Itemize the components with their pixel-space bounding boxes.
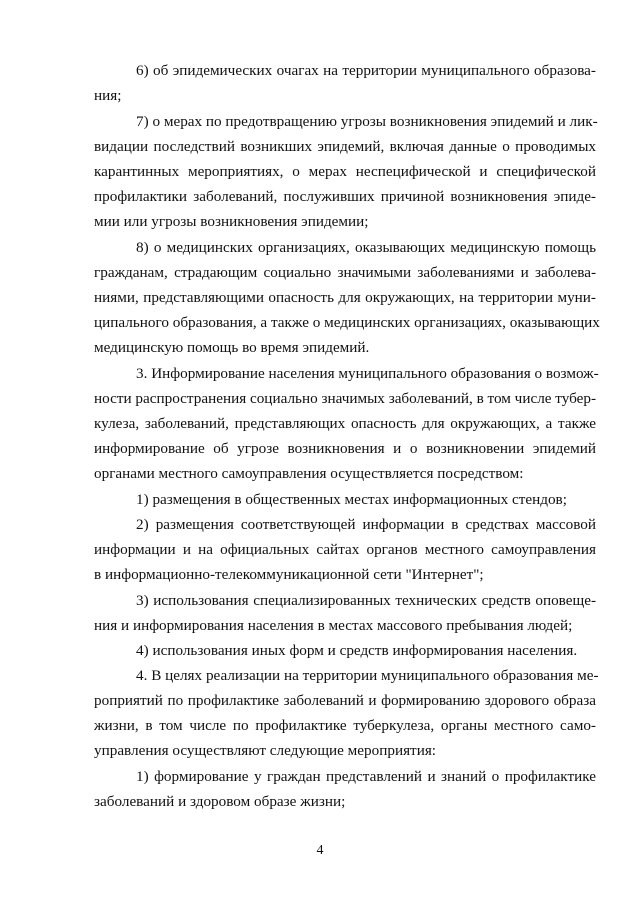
text-line: управления осуществляют следующие мероприятия:: [94, 742, 437, 759]
text-line: профилактики заболеваний, послуживших причиной возникновения эпиде-: [94, 188, 596, 205]
text-line: ципального образования, а также о медицинских организациях, оказывающих: [94, 314, 600, 331]
text-line: информирование об угрозе возникновения и о возникновении эпидемий: [94, 440, 596, 457]
text-line: 6) об эпидемических очагах на территории муниципального образова-: [136, 62, 596, 79]
text-line: заболеваний и здоровом образе жизни;: [94, 793, 346, 810]
text-line: роприятий по профилактике заболеваний и формированию здорового образа: [94, 692, 596, 709]
text-line: информации и на официальных сайтах органов местного самоуправления: [94, 541, 596, 558]
text-line: 1) формирование у граждан представлений и знаний о профилактике: [136, 768, 596, 785]
text-line: ниями, представляющими опасность для окружающих, на территории муни-: [94, 289, 596, 306]
text-line: 3) использования специализированных технических средств оповеще-: [136, 592, 596, 609]
text-line: гражданам, страдающим социально значимыми заболеваниями и заболева-: [94, 264, 596, 281]
text-line: 3. Информирование населения муниципального образования о возмож-: [136, 365, 599, 382]
text-line: 1) размещения в общественных местах информационных стендов;: [136, 491, 567, 508]
text-line: ности распространения социально значимых заболеваний, в том числе тубер-: [94, 390, 597, 407]
text-line: ния;: [94, 87, 122, 104]
text-line: органами местного самоуправления осуществляется посредством:: [94, 465, 524, 482]
text-line: мии или угрозы возникновения эпидемии;: [94, 213, 369, 230]
text-line: 8) о медицинских организациях, оказывающих медицинскую помощь: [136, 239, 596, 256]
text-line: ния и информирования населения в местах массового пребывания людей;: [94, 617, 573, 634]
text-line: карантинных мероприятиях, о мерах неспецифической и специфической: [94, 163, 596, 180]
text-line: жизни, в том числе по профилактике туберкулеза, органы местного само-: [94, 717, 596, 734]
text-line: видации последствий возникших эпидемий, включая данные о проводимых: [94, 138, 596, 155]
text-line: 4) использования иных форм и средств информирования населения.: [136, 642, 578, 659]
page-number: 4: [316, 843, 324, 858]
text-line: в информационно-телекоммуникационной сети "Интернет";: [94, 566, 484, 583]
text-line: медицинскую помощь во время эпидемий.: [94, 339, 370, 356]
text-line: 2) размещения соответствующей информации в средствах массовой: [136, 516, 596, 533]
text-line: 4. В целях реализации на территории муниципального образования ме-: [136, 667, 599, 684]
text-line: 7) о мерах по предотвращению угрозы возникновения эпидемий и лик-: [136, 113, 598, 130]
text-line: кулеза, заболеваний, представляющих опасность для окружающих, а также: [94, 415, 596, 432]
